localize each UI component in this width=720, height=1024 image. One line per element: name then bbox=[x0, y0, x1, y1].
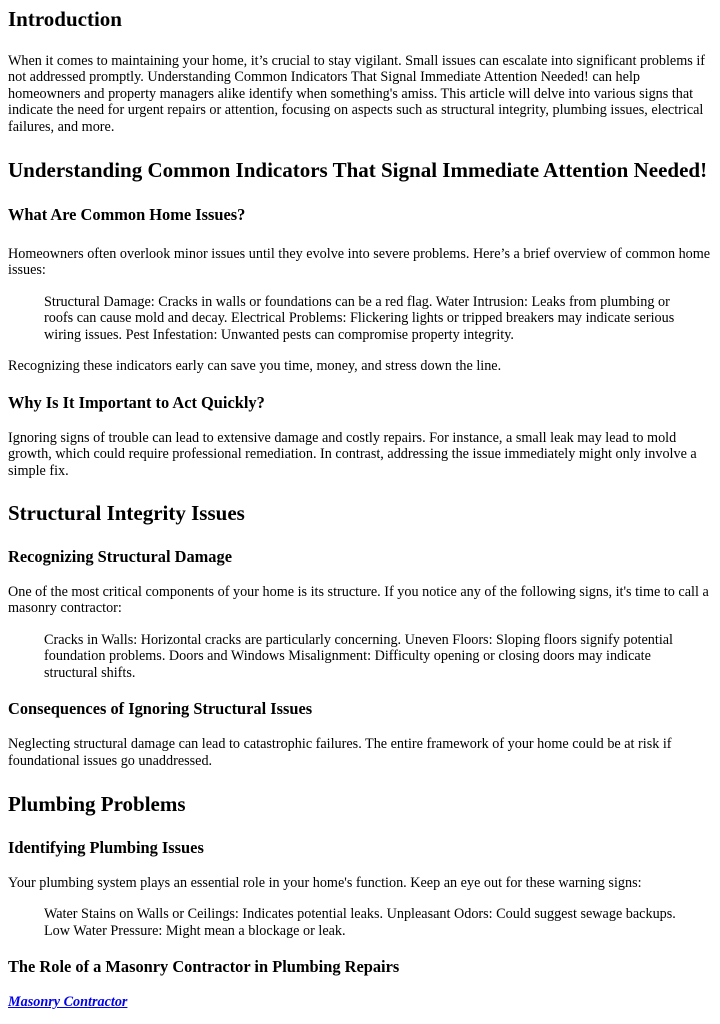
recognizing-structural-damage-heading: Recognizing Structural Damage bbox=[8, 546, 232, 566]
plumbing-signs-quote: Water Stains on Walls or Ceilings: Indicates potential leaks. Unpleasant Odors: Could suggest sewage backups. Low Water Pressure: Might mean a blockage or leak. bbox=[44, 906, 676, 939]
masonry-link-paragraph bbox=[8, 994, 712, 1011]
introduction-paragraph: When it comes to maintaining your home, it’s crucial to stay vigilant. Small issues can escalate into significant problems if not addressed promptly. Understanding Common Indicators That Signal Immediate Attention Needed! can help homeowners and property managers alike identify when something's amiss. This article will delve into various signs that indicate the need for urgent repairs or attention, focusing on aspects such as structural integrity, plumbing issues, electrical failures, and more. bbox=[8, 52, 706, 135]
identifying-plumbing-paragraph: Your plumbing system plays an essential role in your home's function. Keep an eye out for these warning signs: bbox=[8, 874, 642, 891]
act-quickly-paragraph: Ignoring signs of trouble can lead to extensive damage and costly repairs. For instance, a small leak may lead to mold growth, which could require professional remediation. In contrast, addressing the issue immediately might only involve a simple fix. bbox=[8, 429, 697, 479]
consequences-paragraph: Neglecting structural damage can lead to catastrophic failures. The entire framework of your home could be at risk if foundational issues go unaddressed. bbox=[8, 736, 672, 769]
recognizing-structural-damage-paragraph: One of the most critical components of your home is its structure. If you notice any of the following signs, it's time to call a masonry contractor: bbox=[8, 583, 709, 616]
masonry-contractor-link[interactable]: Masonry Contractor bbox=[8, 994, 128, 1010]
article bbox=[0, 7, 712, 1011]
common-home-issues-heading: What Are Common Home Issues? bbox=[8, 204, 246, 224]
structural-damage-quote: Cracks in Walls: Horizontal cracks are particularly concerning. Uneven Floors: Sloping floors signify potential foundation problems. Doors and Windows Misalignment: Difficulty opening or closing doors may indicate structural shifts. bbox=[44, 631, 673, 681]
introduction-heading: Introduction bbox=[8, 7, 122, 31]
recognizing-indicators-paragraph: Recognizing these indicators early can save you time, money, and stress down the line. bbox=[8, 358, 502, 374]
consequences-heading: Consequences of Ignoring Structural Issues bbox=[8, 699, 313, 718]
understanding-indicators-heading: Understanding Common Indicators That Signal Immediate Attention Needed! bbox=[8, 158, 708, 182]
masonry-role-heading: The Role of a Masonry Contractor in Plumbing Repairs bbox=[8, 957, 400, 976]
common-home-issues-paragraph: Homeowners often overlook minor issues until they evolve into severe problems. Here’s a brief overview of common home issues: bbox=[8, 245, 711, 278]
identifying-plumbing-heading: Identifying Plumbing Issues bbox=[8, 837, 204, 857]
structural-integrity-heading: Structural Integrity Issues bbox=[8, 501, 245, 525]
common-home-issues-quote: Structural Damage: Cracks in walls or foundations can be a red flag. Water Intrusion: Leaks from plumbing or roofs can cause mold and decay. Electrical Problems: Flickering lights or tripped breakers may indicate serious wiring issues. Pest Infestation: Unwanted pests can compromise property integrity. bbox=[44, 293, 675, 343]
act-quickly-heading: Why Is It Important to Act Quickly? bbox=[8, 392, 265, 412]
plumbing-problems-heading: Plumbing Problems bbox=[8, 792, 186, 816]
